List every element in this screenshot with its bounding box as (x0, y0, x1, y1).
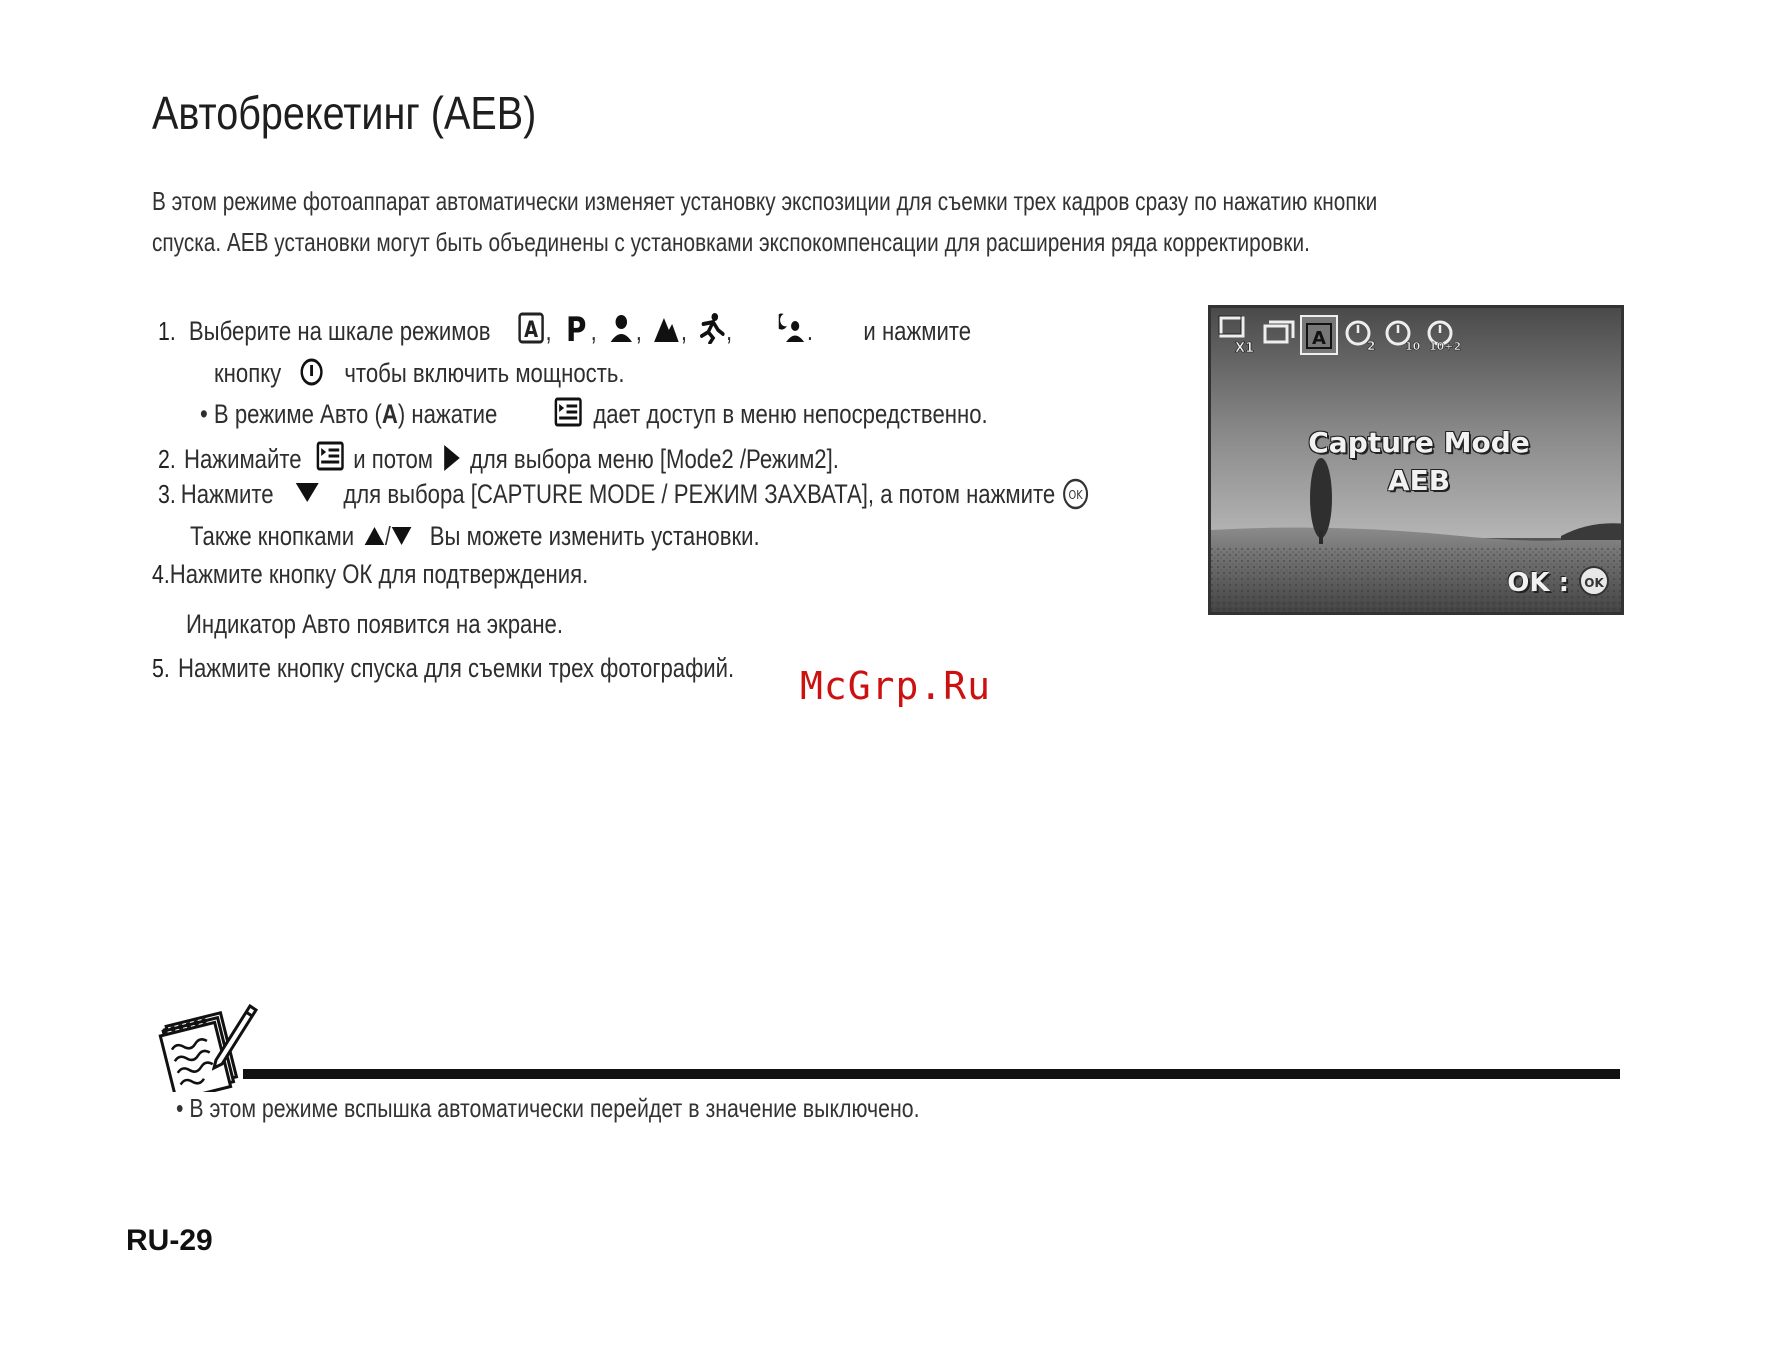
step-number: 2. (158, 444, 176, 474)
step-3-line-1 (158, 477, 1089, 511)
sports-mode-icon (698, 312, 724, 344)
step-4-line-2: Индикатор Авто появится на экране. (186, 609, 564, 639)
self-timer-10-2-icon (1429, 322, 1461, 353)
step-2 (158, 441, 839, 475)
step-1-bullet (200, 397, 988, 430)
watermark: McGrp.Ru (800, 664, 992, 708)
step-number: 5. (152, 653, 170, 683)
capture-mode-icon-bar (1217, 314, 1467, 358)
program-mode-icon (563, 312, 589, 344)
bullet-text: • В режиме Авто ( (200, 399, 382, 429)
step-5 (152, 653, 734, 684)
single-shot-icon (1219, 316, 1254, 356)
timer-10-label: 10 (1405, 340, 1421, 353)
camera-screen (1208, 305, 1624, 615)
auto-mode-icon (518, 312, 544, 344)
step-text: для выбора [CAPTURE MODE / РЕЖИМ ЗАХВАТА], а потом нажмите (343, 479, 1056, 509)
down-arrow-icon (391, 525, 412, 547)
menu-button-icon (316, 441, 344, 471)
step-3-line-2: Также кнопками / Вы можете изменить установки. (190, 521, 760, 551)
intro-line-1: В этом режиме фотоаппарат автоматически изменяет установку экспозиции для съемки трех кадров сразу по нажатию кнопки (152, 186, 1378, 216)
self-timer-2-icon (1347, 322, 1375, 353)
step-number: 3. (158, 479, 176, 509)
step-4-line-1 (152, 559, 588, 590)
night-portrait-mode-icon (779, 312, 805, 344)
ok-button-icon (1061, 477, 1089, 511)
up-arrow-icon (364, 525, 385, 547)
power-button-icon (299, 357, 324, 387)
step-text: Нажмите кнопку ОК для подтверждения. (169, 559, 589, 589)
step-text: для выбора меню [Mode2 /Режим2]. (469, 444, 839, 474)
step-text: Нажмите кнопку спуска для съемки трех фотографий. (177, 653, 735, 683)
timer-10-2-label: 10+2 (1429, 340, 1462, 353)
step-text: кнопку (214, 358, 282, 388)
bullet-text: ) нажатие (397, 399, 498, 429)
ok-label: OK : (1507, 568, 1569, 598)
page-number: RU-29 (126, 1224, 213, 1257)
step-text: и нажмите (863, 316, 972, 346)
step-text: Нажмите (180, 479, 274, 509)
step-1-line-2 (214, 357, 625, 389)
timer-2-label: 2 (1367, 339, 1376, 353)
svg-text:A: A (523, 316, 538, 343)
portrait-mode-icon (608, 312, 634, 344)
step-number: 4. (152, 559, 170, 589)
step-text: Выберите на шкале режимов (188, 316, 491, 346)
step-text: чтобы включить мощность. (344, 358, 625, 388)
page-title: Автобрекетинг (AEB) (152, 87, 537, 139)
auto-letter: А (381, 399, 398, 429)
intro-line-2: спуска. AEB установки могут быть объединены с установками экспокомпенсации для расширения ряда корректировки. (152, 227, 1310, 257)
self-timer-10-icon (1387, 322, 1421, 353)
aeb-icon (1301, 316, 1337, 354)
step-text: Вы можете изменить установки. (429, 521, 760, 551)
step-text: Также кнопками (190, 521, 355, 551)
landscape-mode-icon (653, 312, 679, 344)
step-text: Нажимайте (183, 444, 302, 474)
x1-label: X1 (1235, 341, 1255, 356)
step-1-line-1: 1. Выберите на шкале режимов A , P , , , , . и нажмите (158, 312, 971, 347)
note-divider (243, 1069, 1620, 1079)
bullet-text: дает доступ в меню непосредственно. (593, 399, 988, 429)
ok-button-icon: OK (1579, 566, 1609, 596)
capture-mode-label: Capture Mode (1308, 426, 1530, 459)
menu-button-icon (554, 397, 582, 427)
down-arrow-icon (295, 481, 320, 503)
step-number: 1. (158, 316, 176, 346)
step-text: и потом (353, 444, 434, 474)
note-text: • В этом режиме вспышка автоматически перейдет в значение выключено. (176, 1093, 920, 1123)
aeb-value-label: AEB (1387, 464, 1451, 497)
svg-text:P: P (565, 312, 587, 344)
svg-text:OK: OK (1068, 488, 1083, 503)
aeb-icon-label: A (1312, 328, 1326, 349)
right-arrow-icon (442, 444, 460, 472)
continuous-shot-icon (1265, 322, 1293, 342)
